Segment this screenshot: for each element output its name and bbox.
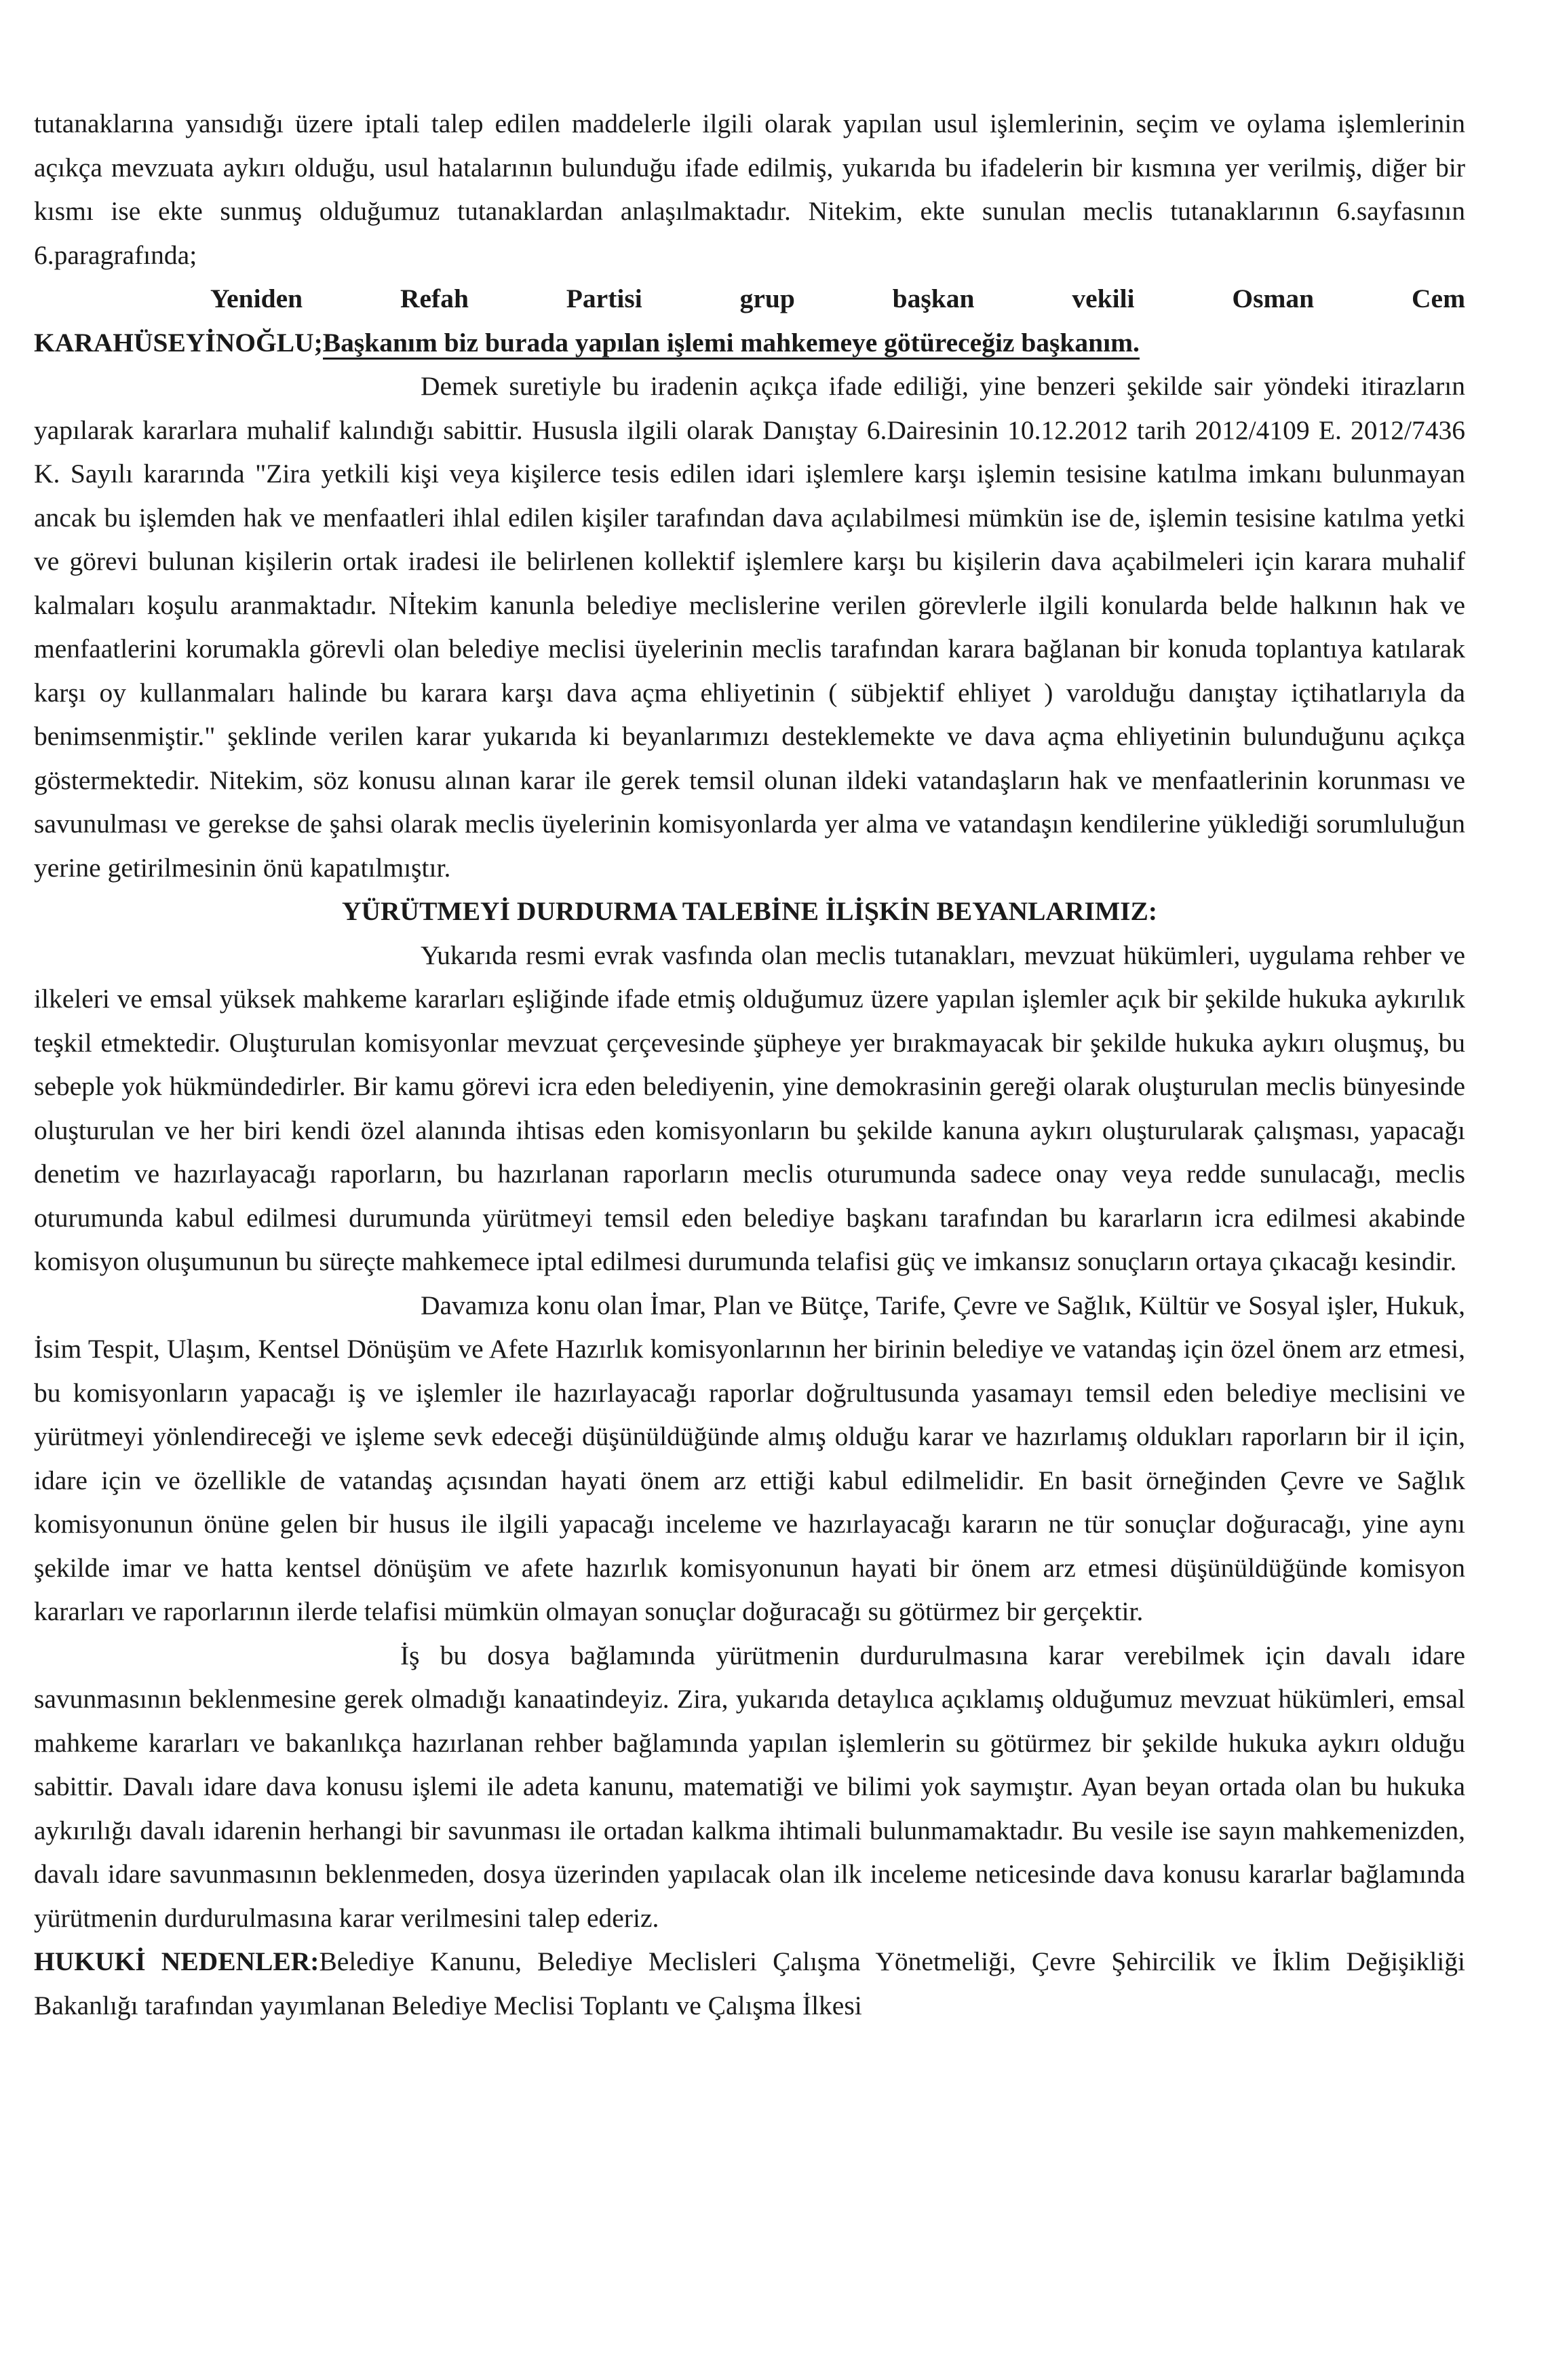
paragraph-stay-request: Yukarıda resmi evrak vasfında olan meclis tutanakları, mevzuat hükümleri, uygulama rehber ve ilkeleri ve emsal yüksek mahkeme kararları eşliğinde ifade etmiş olduğumuz üzere yapılan işlemler açık bir şekilde hukuka aykırılık teşkil etmektedir. Oluşturulan komisyonlar mevzuat çerçevesinde şüpheye yer bırakmayacak bir şekilde hukuka aykırı oluşmuş, bu sebeple yok hükmündedirler. Bir kamu görevi icra eden belediyenin, yine demokrasinin gereği olarak oluşturulan meclis bünyesinde oluşturulan ve her biri kendi özel alanında ihtisas eden komisyonların bu şekilde kanuna aykırı oluşturularak çalışması, yapacağı denetim ve hazırlayacağı raporların, bu hazırlanan raporların meclis oturumunda sadece onay veya redde sunulacağı, meclis oturumunda kabul edilmesi durumunda yürütmeyi temsil eden belediye başkanı tarafından bu kararların icra edilmesi akabinde komisyon oluşumunun bu süreçte mahkemece iptal edilmesi durumunda telafisi güç ve imkansız sonuçların ortaya çıkacağı kesindir.: [34, 940, 1465, 1276]
paragraph-legal-grounds: [34, 1940, 1465, 2027]
paragraph-case-law: Demek suretiyle bu iradenin açıkça ifade ediliği, yine benzeri şekilde sair yöndeki itirazların yapılarak kararlara muhalif kalındığı sabittir. Hususla ilgili olarak Danıştay 6.Dairesinin 10.12.2012 tarih 2012/4109 E. 2012/7436 K. Sayılı kararında "Zira yetkili kişi veya kişilerce tesis edilen idari işlemlere karşı işlemin tesisine katılma imkanı bulunmayan ancak bu işlemden hak ve menfaatleri ihlal edilen kişiler tarafından dava açılabilmesi mümkün ise de, işlemin tesisine katılma yetki ve görevi bulunan kişilerin ortak iradesi ile belirlenen kollektif işlemlere karşı bu kişilerin dava açabilmeleri için karara muhalif kalmaları koşulu aranmaktadır. Nİtekim kanunla belediye meclislerine verilen görevlerle ilgili konularda belde halkının hak ve menfaatlerini korumakla görevli olan belediye meclisi üyelerinin meclis tarafından karara bağlanan bir konuda toplantıya katılarak karşı oy kullanmaları halinde bu karara karşı dava açma ehliyetinin ( sübjektif ehliyet ) varolduğu danıştay içtihatlarıyla da benimsenmiştir." şeklinde verilen karar yukarıda ki beyanlarımızı desteklemekte ve dava açma ehliyetinin bulunduğunu açıkça göstermektedir. Nitekim, söz konusu alınan karar ile gerek temsil olunan ildeki vatandaşların hak ve menfaatlerinin korunması ve savunulması ve gerekse de şahsi olarak meclis üyelerinin komisyonlarda yer alma ve vatandaşın kendilerine yüklediği sorumluluğun yerine getirilmesinin önü kapatılmıştır.: [34, 371, 1465, 883]
paragraph-no-defense-needed: İş bu dosya bağlamında yürütmenin durdurulmasına karar verebilmek için davalı idare savunmasının beklenmesine gerek olmadığı kanaatindeyiz. Zira, yukarıda detaylıca açıklamış olduğumuz mevzuat hükümleri, emsal mahkeme kararları ve bakanlıkça hazırlanan rehber bağlamında yapılan işlemlerin su götürmez bir şekilde hukuka aykırı olduğu sabittir. Davalı idare dava konusu işlemi ile adeta kanunu, matematiği ve bilimi yok saymıştır. Ayan beyan ortada olan bu hukuka aykırılığı davalı idarenin herhangi bir savunması ile ortadan kalkma ihtimali bulunmamaktadır. Bu vesile ise sayın mahkemenizden, davalı idare savunmasının beklenmeden, dosya üzerinden yapılacak olan ilk inceleme neticesinde dava konusu kararlar bağlamında yürütmenin durdurulmasına karar verilmesini talep ederiz.: [34, 1640, 1465, 1933]
paragraph-commissions: Davamıza konu olan İmar, Plan ve Bütçe, Tarife, Çevre ve Sağlık, Kültür ve Sosyal işler, Hukuk, İsim Tespit, Ulaşım, Kentsel Dönüşüm ve Afete Hazırlık komisyonlarının her birinin belediye ve vatandaş için özel önem arz etmesi, bu komisyonların yapacağı iş ve işlemler ile hazırlayacağı raporlar doğrultusunda yasamayı temsil eden belediye meclisini ve yürütmeyi yönlendireceği ve işleme sevk edeceği düşünüldüğünde almış olduğu karar ve hazırlamış oldukları raporların bir il için, idare için ve özellikle de vatandaş açısından hayati önem arz ettiği kabul edilmelidir. En basit örneğinden Çevre ve Sağlık komisyonunun önüne gelen bir husus ile ilgili yapacağı inceleme ve hazırlayacağı kararın ne tür sonuçlar doğuracağı, yine aynı şekilde imar ve hatta kentsel dönüşüm ve afete hazırlık komisyonunun hayati bir önem arz etmesi düşünüldüğünde komisyon kararları ve raporlarının ilerde telafisi mümkün olmayan sonuçlar doğuracağı su götürmez bir gerçektir.: [34, 1290, 1465, 1626]
quote-statement: Başkanım biz burada yapılan işlemi mahkemeye götüreceğiz başkanım.: [323, 328, 1140, 360]
document-page: [34, 102, 1465, 2027]
section-heading: YÜRÜTMEYİ DURDURMA TALEBİNE İLİŞKİN BEYANLARIMIZ:: [341, 896, 1157, 926]
quote-line: [34, 321, 1465, 365]
legal-grounds-label: HUKUKİ NEDENLER:: [34, 1946, 319, 1976]
legal-grounds-text: Belediye Kanunu, Belediye Meclisleri Çalışma Yönetmeliği, Çevre Şehircilik ve İklim Değişikliği Bakanlığı tarafından yayımlanan Belediye Meclisi Toplantı ve Çalışma İlkesi: [34, 1946, 1465, 2020]
quote-speaker-surname: KARAHÜSEYİNOĞLU;: [34, 327, 323, 358]
quote-speaker-line: Yeniden Refah Partisi grup başkan vekili Osman Cem: [210, 284, 1465, 313]
paragraph-intro: tutanaklarına yansıdığı üzere iptali talep edilen maddelerle ilgili olarak yapılan usul işlemlerinin, seçim ve oylama işlemlerinin açıkça mevzuata aykırı olduğu, usul hatalarının bulunduğu ifade edilmiş, yukarıda bu ifadelerin bir kısmına yer verilmiş, diğer bir kısmı ise ekte sunmuş olduğumuz tutanaklardan anlaşılmaktadır. Nitekim, ekte sunulan meclis tutanaklarının 6.sayfasının 6.paragrafında;: [34, 109, 1465, 270]
